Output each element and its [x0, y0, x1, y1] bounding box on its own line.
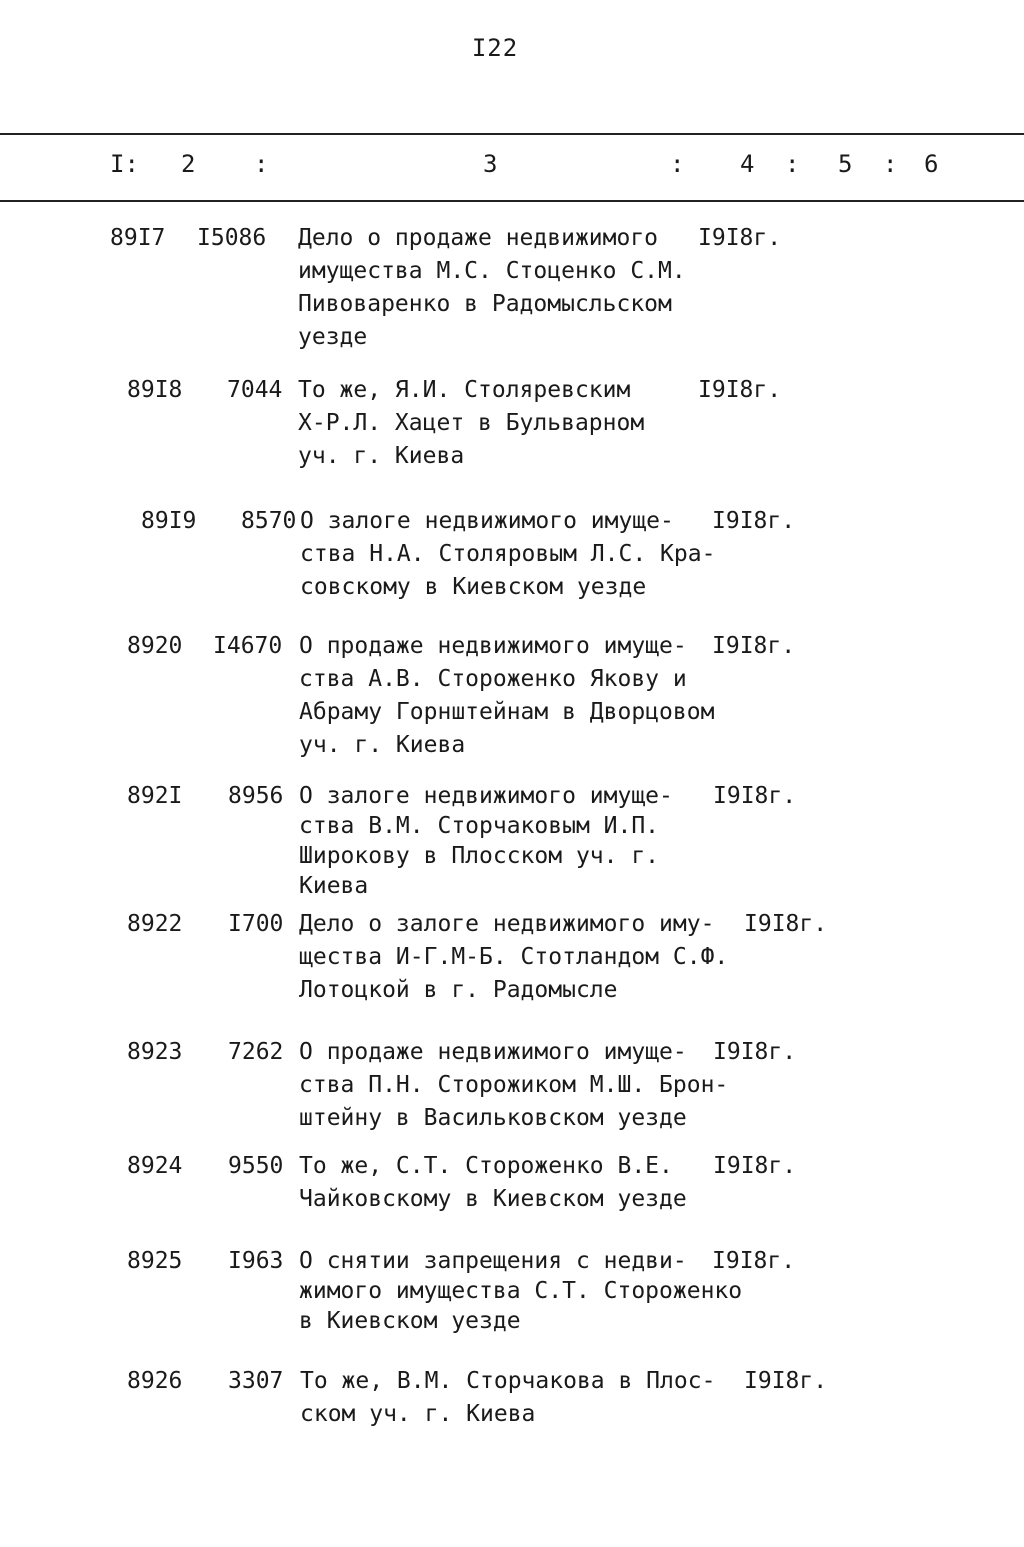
entry-number: 89I7 — [110, 225, 166, 251]
entry-description: О продаже недвижимого имуще- ства П.Н. Сторожиком М.Ш. Брон- штейну в Васильковском уезде — [299, 1039, 729, 1131]
entry-number: 892I — [127, 783, 183, 809]
entry-year: I9I8г. — [698, 225, 782, 251]
entry-description: То же, В.М. Сторчакова в Плос- ском уч. г. Киева — [300, 1368, 716, 1427]
entry-code: 7262 — [228, 1039, 284, 1065]
entry-code: 8956 — [228, 783, 284, 809]
entry-year: I9I8г. — [713, 1153, 797, 1179]
header-rule-bottom — [0, 200, 1024, 202]
entry-year: I9I8г. — [713, 783, 797, 809]
entry-year: I9I8г. — [712, 633, 796, 659]
column-separator: : — [883, 150, 898, 178]
entry-description: О продаже недвижимого имуще- ства А.В. Стороженко Якову и Абраму Горнштейнам в Дворцовом уч. г. Киева — [299, 633, 715, 758]
entry-code: 3307 — [228, 1368, 284, 1394]
entry-number: 8925 — [127, 1248, 183, 1274]
entry-number: 8920 — [127, 633, 183, 659]
entry-description: Дело о продаже недвижимого имущества М.С. Стоценко С.М. Пивоваренко в Радомысльском уезде — [298, 225, 686, 350]
entry-description: Дело о залоге недвижимого иму- щества И-Г.М-Б. Стотландом С.Ф. Лотоцкой в г. Радомысле — [299, 911, 729, 1003]
column-header-4: 4 — [740, 150, 755, 178]
entry-year: I9I8г. — [712, 508, 796, 534]
entry-year: I9I8г. — [713, 1039, 797, 1065]
entry-number: 89I9 — [141, 508, 197, 534]
entry-number: 8924 — [127, 1153, 183, 1179]
column-separator: : — [254, 150, 269, 178]
entry-code: I4670 — [213, 633, 283, 659]
entry-code: I5086 — [197, 225, 267, 251]
entry-number: 8922 — [127, 911, 183, 937]
column-header-2: 2 — [181, 150, 196, 178]
entry-year: I9I8г. — [744, 1368, 828, 1394]
header-rule-top — [0, 133, 1024, 135]
entry-description: О залоге недвижимого имуще- ства Н.А. Столяровым Л.С. Кра- совскому в Киевском уезде — [300, 508, 716, 600]
column-header-3: 3 — [483, 150, 498, 178]
entry-code: I700 — [228, 911, 284, 937]
entry-number: 8923 — [127, 1039, 183, 1065]
entry-number: 8926 — [127, 1368, 183, 1394]
entry-code: 7044 — [227, 377, 283, 403]
entry-description: О залоге недвижимого имуще- ства В.М. Сторчаковым И.П. Широкову в Плосском уч. г. Киева — [299, 783, 673, 899]
column-header-1: I: — [110, 150, 139, 178]
entry-year: I9I8г. — [744, 911, 828, 937]
entry-code: I963 — [228, 1248, 284, 1274]
page-number: I22 — [471, 34, 519, 62]
column-separator: : — [670, 150, 685, 178]
entry-year: I9I8г. — [712, 1248, 796, 1274]
entry-description: О снятии запрещения с недви- жимого имущества С.Т. Стороженко в Киевском уезде — [299, 1248, 743, 1334]
column-header-6: 6 — [924, 150, 939, 178]
entry-year: I9I8г. — [698, 377, 782, 403]
entry-number: 89I8 — [127, 377, 183, 403]
column-header-5: 5 — [838, 150, 853, 178]
column-separator: : — [785, 150, 800, 178]
entry-description: То же, С.Т. Стороженко В.Е. Чайковскому в Киевском уезде — [299, 1153, 687, 1212]
entry-code: 9550 — [228, 1153, 284, 1179]
entry-code: 8570 — [241, 508, 297, 534]
entry-description: То же, Я.И. Столяревским Х-Р.Л. Хацет в Бульварном уч. г. Киева — [298, 377, 645, 469]
